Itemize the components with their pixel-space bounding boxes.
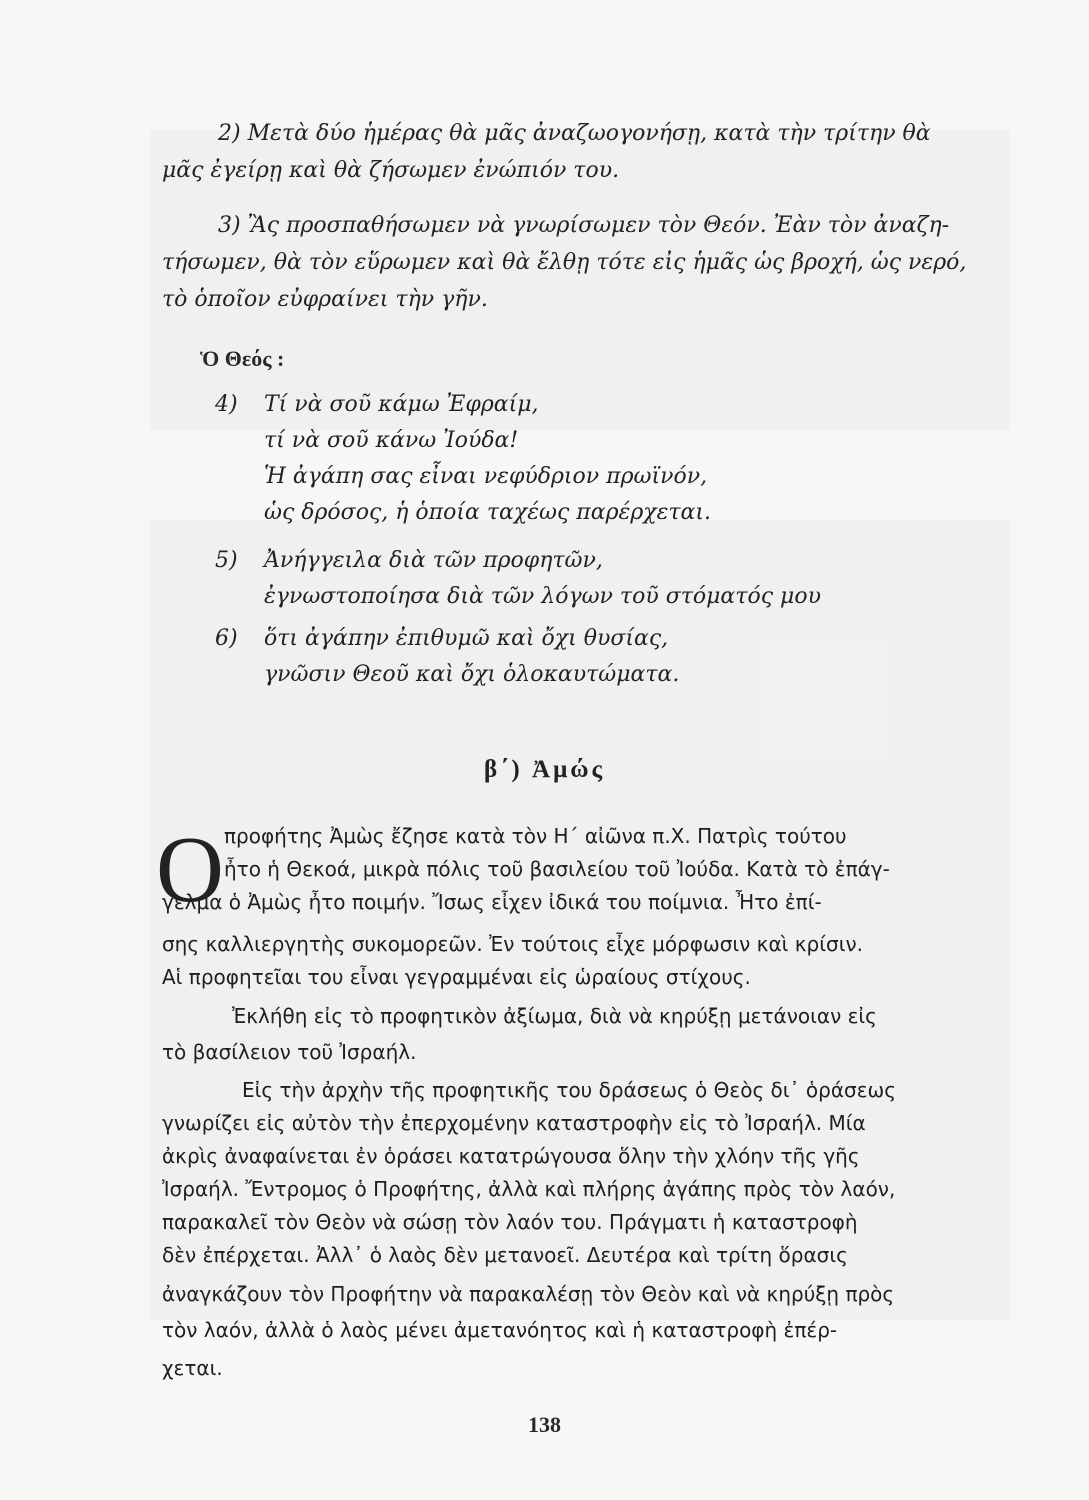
verse-number: 6) (215, 626, 238, 651)
verse-number: 4) (215, 392, 238, 417)
verse-line: ἐγνωστοποίησα διὰ τῶν λόγων τοῦ στόματός μου (264, 584, 821, 609)
paragraph-3 (162, 207, 1012, 318)
body-line: γνωρίζει εἰς αὐτὸν τὴν ἐπερχομένην καταστροφὴν εἰς τὸ Ἰσραήλ. Μία (162, 1111, 866, 1135)
verse-line: ὅτι ἀγάπην ἐπιθυμῶ καὶ ὄχι θυσίας, (264, 626, 669, 651)
verse-line: τί νὰ σοῦ κάνω Ἰούδα! (264, 428, 519, 453)
speaker-heading: Ὁ Θεός : (200, 346, 285, 371)
page-number: 138 (528, 1412, 561, 1437)
body-line: προφήτης Ἀμὼς ἔζησε κατὰ τὸν Η΄ αἰῶνα π.Χ. Πατρὶς τούτου (224, 824, 847, 848)
paragraph-line: μᾶς ἐγείρῃ καὶ θὰ ζήσωμεν ἐνώπιόν του. (162, 158, 620, 183)
body-line: Αἱ προφητεῖαι του εἶναι γεγραμμέναι εἰς ὡραίους στίχους. (162, 965, 751, 989)
paragraph-line: τήσωμεν, θὰ τὸν εὕρωμεν καὶ θὰ ἔλθῃ τότε εἰς ἡμᾶς ὡς βροχή, ὡς νερό, (162, 250, 967, 275)
body-line: χεται. (162, 1356, 223, 1380)
verse-line: Ἡ ἀγάπη σας εἶναι νεφύδριον πρωϊνόν, (264, 464, 708, 489)
paragraph-2 (162, 115, 1012, 189)
section-title: β΄) Ἀμώς (483, 756, 606, 783)
body-line: γελμα ὁ Ἀμὼς ἦτο ποιμήν. Ἴσως εἶχεν ἰδικά του ποίμνια. Ἦτο ἐπί- (162, 890, 822, 914)
paragraph-number: 3) (218, 213, 241, 238)
paragraph-line: τὸ ὁποῖον εὐφραίνει τὴν γῆν. (162, 287, 488, 312)
body-line: ἀκρὶς ἀναφαίνεται ἐν ὁράσει κατατρώγουσα ὅλην τὴν χλόην τῆς γῆς (162, 1144, 860, 1168)
paragraph-line: Μετὰ δύο ἡμέρας θὰ μᾶς ἀναζωογονήσῃ, κατὰ τὴν τρίτην θὰ (247, 121, 931, 146)
paragraph-number: 2) (218, 121, 241, 146)
body-line: ἦτο ἡ Θεκοά, μικρὰ πόλις τοῦ βασιλείου τοῦ Ἰούδα. Κατὰ τὸ ἐπάγ- (224, 857, 890, 881)
body-line: Ἰσραήλ. Ἔντρομος ὁ Προφήτης, ἀλλὰ καὶ πλήρης ἀγάπης πρὸς τὸν λαόν, (162, 1177, 896, 1201)
verse-line: Τί νὰ σοῦ κάμω Ἐφραίμ, (264, 392, 539, 417)
body-line: Εἰς τὴν ἀρχὴν τῆς προφητικῆς του δράσεως ὁ Θεὸς δι᾽ ὁράσεως (242, 1078, 896, 1102)
body-line: παρακαλεῖ τὸν Θεὸν νὰ σώσῃ τὸν λαόν του. Πράγματι ἡ καταστροφὴ (162, 1210, 858, 1234)
verse-number: 5) (215, 548, 238, 573)
body-line: σης καλλιεργητὴς συκομορεῶν. Ἐν τούτοις εἶχε μόρφωσιν καὶ κρίσιν. (162, 932, 863, 956)
body-line: τὸ βασίλειον τοῦ Ἰσραήλ. (162, 1040, 417, 1064)
verse-line: ὡς δρόσος, ἡ ὁποία ταχέως παρέρχεται. (264, 500, 712, 525)
body-line: ἀναγκάζουν τὸν Προφήτην νὰ παρακαλέσῃ τὸν Θεὸν καὶ νὰ κηρύξῃ πρὸς (162, 1282, 895, 1306)
body-line: Ἐκλήθη εἰς τὸ προφητικὸν ἀξίωμα, διὰ νὰ κηρύξῃ μετάνοιαν εἰς (232, 1004, 877, 1028)
verse-line: γνῶσιν Θεοῦ καὶ ὄχι ὁλοκαυτώματα. (264, 662, 680, 687)
verse-line: Ἀνήγγειλα διὰ τῶν προφητῶν, (264, 548, 603, 573)
paragraph-line: Ἂς προσπαθήσωμεν νὰ γνωρίσωμεν τὸν Θεόν. Ἐὰν τὸν ἀναζη- (247, 213, 950, 238)
drop-cap: Ο (156, 818, 224, 922)
body-line: τὸν λαόν, ἀλλὰ ὁ λαὸς μένει ἀμετανόητος καὶ ἡ καταστροφὴ ἐπέρ- (162, 1318, 838, 1342)
body-line: δὲν ἐπέρχεται. Ἀλλ᾽ ὁ λαὸς δὲν μετανοεῖ. Δευτέρα καὶ τρίτη ὅρασις (162, 1243, 848, 1267)
